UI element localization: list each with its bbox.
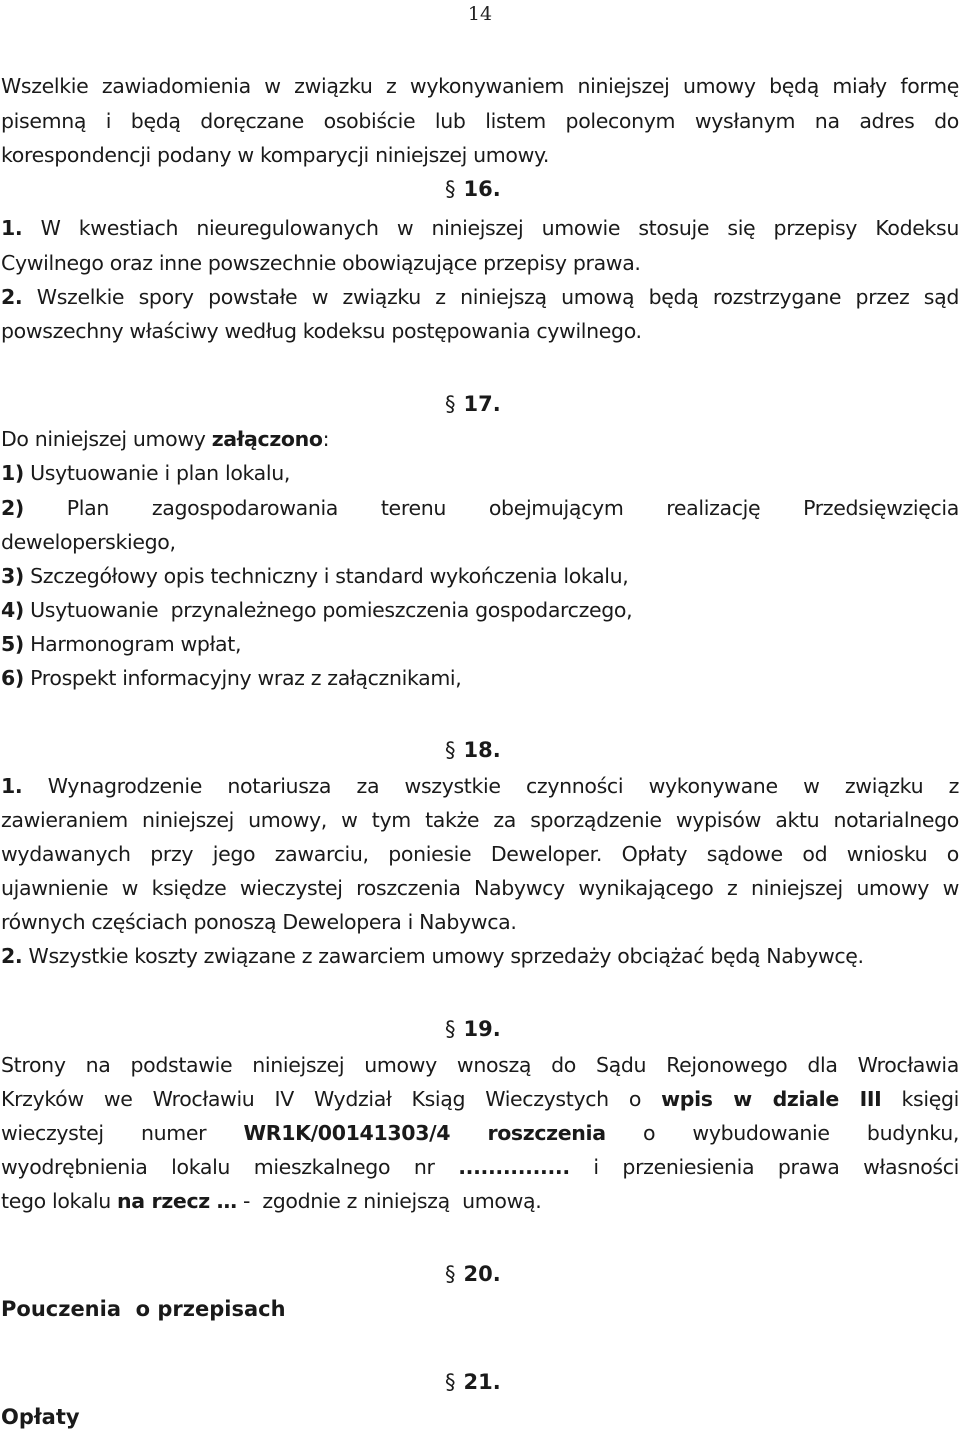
s17-intro-bold: załączono xyxy=(211,427,323,451)
s17-intro-prefix: Do niniejszej umowy xyxy=(1,427,212,451)
attachment-text: Usytuowanie przynależnego pomieszczenia gospodarczego, xyxy=(30,598,633,622)
s16-item-1-text: W kwestiach nieuregulowanych w niniejszej umowie stosuje się przepisy Kodeksu xyxy=(40,216,960,240)
section-sign: § xyxy=(445,1017,456,1041)
s18-item-1-line-5: równych częściach ponoszą Dewelopera i Nabywca. xyxy=(1,910,517,934)
s16-item-2-line-2: powszechny właściwy według kodeksu postępowania cywilnego. xyxy=(1,319,642,343)
notices-line-3: korespondencji podany w komparycji niniejszej umowy. xyxy=(1,143,550,167)
section-19-number: 19. xyxy=(463,1017,501,1041)
section-16-number: 16. xyxy=(463,177,501,201)
s19-line-5-bold: na rzecz … xyxy=(117,1189,237,1213)
section-sign: § xyxy=(445,392,456,416)
page-number: 14 xyxy=(467,3,493,25)
s17-intro xyxy=(1,426,959,452)
s18-item-1-line-2: zawieraniem niniejszej umowy, w tym także za sporządzenie wypisów aktu notarialnego xyxy=(1,808,959,832)
section-19-heading xyxy=(445,1016,501,1042)
attachment-text: Harmonogram wpłat, xyxy=(30,632,242,656)
s18-item-2 xyxy=(1,943,959,969)
s18-item-2-number: 2. xyxy=(1,944,23,968)
section-17-number: 17. xyxy=(463,392,501,416)
notices-line-1: Wszelkie zawiadomienia w związku z wykonywaniem niniejszej umowy będą miały formę xyxy=(1,74,959,98)
s18-item-1-text: Wynagrodzenie notariusza za wszystkie czynności wykonywane w związku z xyxy=(47,774,960,798)
s19-line-3-a: wieczystej numer xyxy=(1,1121,244,1145)
s19-land-register-number: WR1K/00141303/4 xyxy=(243,1121,451,1145)
attachment-number: 4) xyxy=(1,598,24,622)
s19-line-2-a: Krzyków we Wrocławiu IV Wydział Ksiąg Wieczystych o xyxy=(1,1087,662,1111)
attachment-number: 3) xyxy=(1,564,24,588)
attachment-text: Plan zagospodarowania terenu obejmującym realizację Przedsięwzięcia xyxy=(66,496,959,520)
section-18-number: 18. xyxy=(463,738,501,762)
s18-item-1-line-4: ujawnienie w księdze wieczystej roszczenia Nabywcy wynikającego z niniejszej umowy w xyxy=(1,876,959,900)
s18-item-1-line-1 xyxy=(1,773,959,799)
s19-line-4 xyxy=(1,1154,959,1180)
s17-attachment-2 xyxy=(1,495,959,521)
s19-line-2-b: księgi xyxy=(881,1087,959,1111)
attachment-text: Szczegółowy opis techniczny i standard wykończenia lokalu, xyxy=(30,564,629,588)
s16-item-2-line-1 xyxy=(1,284,959,310)
s17-attachment-2-cont: deweloperskiego, xyxy=(1,530,176,554)
attachment-number: 2) xyxy=(1,496,24,520)
section-21-heading xyxy=(445,1369,501,1395)
s19-line-1: Strony na podstawie niniejszej umowy wnoszą do Sądu Rejonowego dla Wrocławia xyxy=(1,1053,959,1077)
s16-item-1-line-1 xyxy=(1,215,959,241)
section-18-heading xyxy=(445,737,501,763)
s17-attachment-5 xyxy=(1,631,959,657)
attachment-text: Usytuowanie i plan lokalu, xyxy=(30,461,291,485)
s17-attachment-6 xyxy=(1,665,959,691)
s19-line-5-a: tego lokalu xyxy=(1,1189,118,1213)
section-20-heading xyxy=(445,1261,501,1287)
section-sign: § xyxy=(445,1262,456,1286)
s17-attachment-1 xyxy=(1,460,959,486)
section-sign: § xyxy=(445,1370,456,1394)
s19-line-3-b: o wybudowanie budynku, xyxy=(605,1121,959,1145)
s19-line-5 xyxy=(1,1188,959,1214)
s19-line-3 xyxy=(1,1120,959,1146)
attachment-number: 5) xyxy=(1,632,24,656)
s16-item-2-number: 2. xyxy=(1,285,23,309)
s17-attachment-3 xyxy=(1,563,959,589)
s18-item-1-line-3: wydawanych przy jego zawarciu, poniesie Deweloper. Opłaty sądowe od wniosku o xyxy=(1,842,959,866)
section-20-number: 20. xyxy=(463,1262,501,1286)
attachment-number: 6) xyxy=(1,666,24,690)
s19-line-3-bold: roszczenia xyxy=(487,1121,606,1145)
s16-item-1-line-2: Cywilnego oraz inne powszechnie obowiązujące przepisy prawa. xyxy=(1,251,641,275)
s18-item-1-number: 1. xyxy=(1,774,23,798)
s19-line-4-b: i przeniesienia prawa własności xyxy=(569,1155,959,1179)
section-21-number: 21. xyxy=(463,1370,501,1394)
s17-attachment-4 xyxy=(1,597,959,623)
attachment-number: 1) xyxy=(1,461,24,485)
section-sign: § xyxy=(445,738,456,762)
s16-item-2-text: Wszelkie spory powstałe w związku z niniejszą umową będą rozstrzygane przez sąd xyxy=(36,285,959,309)
s19-line-5-b: - zgodnie z niniejszą umową. xyxy=(236,1189,542,1213)
s16-item-1-number: 1. xyxy=(1,216,23,240)
section-sign: § xyxy=(445,177,456,201)
s20-title: Pouczenia o przepisach xyxy=(1,1297,286,1321)
s21-title: Opłaty xyxy=(1,1405,80,1429)
notices-line-2: pisemną i będą doręczane osobiście lub listem poleconym wysłanym na adres do xyxy=(1,109,959,133)
section-16-heading xyxy=(445,176,501,202)
s17-intro-suffix: : xyxy=(322,427,330,451)
s18-item-2-text: Wszystkie koszty związane z zawarciem umowy sprzedaży obciążać będą Nabywcę. xyxy=(28,944,864,968)
attachment-text: Prospekt informacyjny wraz z załącznikami, xyxy=(30,666,462,690)
section-17-heading xyxy=(445,391,501,417)
s19-unit-number-placeholder: ............... xyxy=(458,1155,570,1179)
s19-line-2-bold: wpis w dziale III xyxy=(661,1087,882,1111)
s19-line-2 xyxy=(1,1086,959,1112)
s19-line-4-a: wyodrębnienia lokalu mieszkalnego nr xyxy=(1,1155,459,1179)
